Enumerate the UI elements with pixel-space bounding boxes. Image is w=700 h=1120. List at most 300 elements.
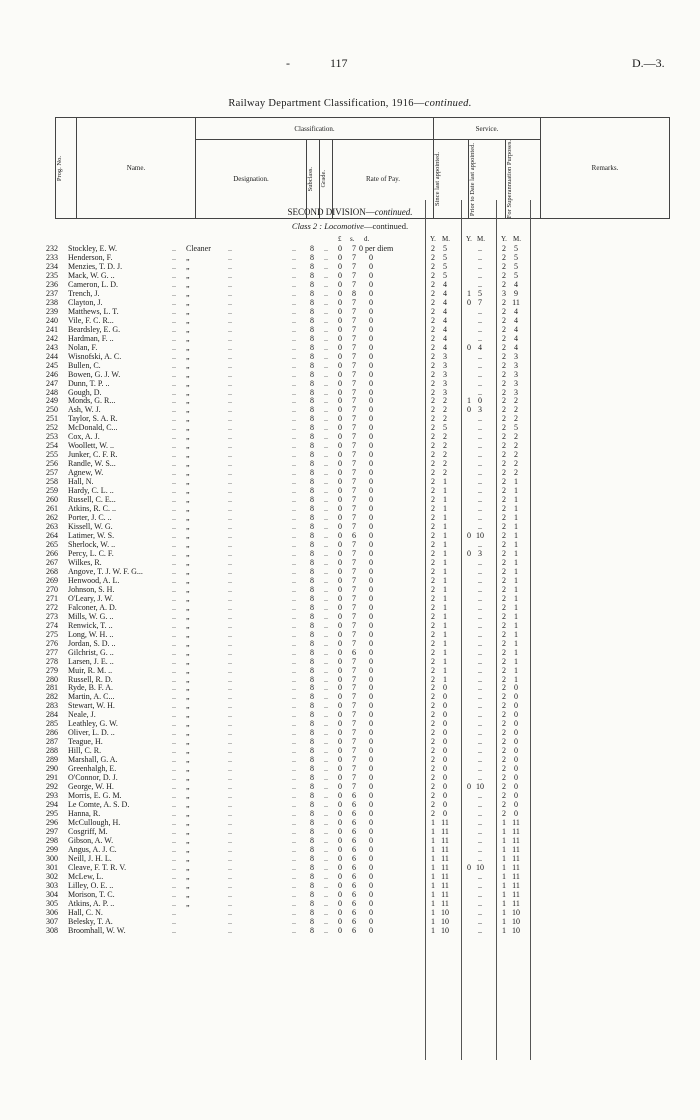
leader-dots: .. xyxy=(228,548,232,558)
leader-dots: .. xyxy=(292,468,296,478)
pay-shillings: 7 xyxy=(352,270,356,280)
table-row xyxy=(0,872,700,881)
subclass: 8 xyxy=(310,522,314,532)
super-months: 1 xyxy=(514,674,518,684)
pay-pounds: 0 xyxy=(338,746,342,756)
super-years: 1 xyxy=(502,898,506,908)
unit-months-3: M. xyxy=(513,235,521,243)
table-row xyxy=(0,558,700,567)
pay-shillings: 6 xyxy=(352,809,356,819)
since-months: 1 xyxy=(443,486,447,496)
employee-name: Oliver, L. D. .. xyxy=(68,728,115,738)
since-years: 2 xyxy=(431,683,435,693)
leader-dots: .. xyxy=(172,306,176,316)
super-years: 2 xyxy=(502,351,506,361)
pay-pounds: 0 xyxy=(338,244,342,253)
pay-shillings: 7 xyxy=(352,387,356,397)
designation: „ xyxy=(186,755,190,765)
leader-dots: .. xyxy=(228,764,232,774)
leader-dots: .. xyxy=(228,629,232,639)
pay-shillings: 7 xyxy=(352,701,356,711)
designation: „ xyxy=(186,835,190,845)
leader-dots: .. xyxy=(292,809,296,819)
subclass: 8 xyxy=(310,791,314,801)
subclass: 8 xyxy=(310,844,314,854)
pay-pounds: 0 xyxy=(338,423,342,433)
super-months: 1 xyxy=(514,620,518,630)
leader-dots: .. xyxy=(228,557,232,567)
super-months: 1 xyxy=(514,611,518,621)
leader-dots: .. xyxy=(292,459,296,469)
super-months: 1 xyxy=(514,513,518,523)
row-number: 291 xyxy=(46,773,58,783)
leader-dots: .. xyxy=(172,288,176,298)
since-years: 2 xyxy=(431,450,435,460)
leader-dots: .. xyxy=(324,396,328,406)
designation: „ xyxy=(186,486,190,496)
pay-shillings: 7 xyxy=(352,719,356,729)
super-months: 1 xyxy=(514,495,518,505)
subclass: 8 xyxy=(310,737,314,747)
employee-name: Broomhall, W. W. xyxy=(68,925,126,935)
table-row xyxy=(0,540,700,549)
designation: „ xyxy=(186,522,190,532)
super-years: 1 xyxy=(502,880,506,890)
pay-pounds: 0 xyxy=(338,719,342,729)
pay-pounds: 0 xyxy=(338,566,342,576)
table-row xyxy=(0,818,700,827)
leader-dots: .. xyxy=(228,746,232,756)
employee-name: Neale, J. xyxy=(68,710,96,720)
pay-shillings: 7 xyxy=(352,351,356,361)
since-years: 2 xyxy=(431,773,435,783)
employee-name: Clayton, J. xyxy=(68,297,103,307)
employee-name: Monds, G. R... xyxy=(68,396,116,406)
prior-months: .. xyxy=(478,871,482,881)
pay-shillings: 7 xyxy=(352,539,356,549)
column-header-table xyxy=(55,117,670,219)
leader-dots: .. xyxy=(228,602,232,612)
table-row xyxy=(0,908,700,917)
prior-months: .. xyxy=(478,378,482,388)
pay-pence: 0 xyxy=(369,737,373,747)
pay-pounds: 0 xyxy=(338,683,342,693)
since-years: 2 xyxy=(431,495,435,505)
leader-dots: .. xyxy=(292,279,296,289)
unit-months-1: M. xyxy=(442,235,450,243)
pay-shillings: 7 xyxy=(352,638,356,648)
prior-months: 5 xyxy=(478,288,482,298)
designation: „ xyxy=(186,746,190,756)
subclass: 8 xyxy=(310,387,314,397)
pay-pounds: 0 xyxy=(338,369,342,379)
super-months: 1 xyxy=(514,665,518,675)
prior-months: .. xyxy=(478,441,482,451)
pay-pounds: 0 xyxy=(338,522,342,532)
table-row xyxy=(0,576,700,585)
since-months: 1 xyxy=(443,495,447,505)
leader-dots: .. xyxy=(292,270,296,280)
since-years: 2 xyxy=(431,252,435,262)
since-months: 3 xyxy=(443,369,447,379)
pay-pence: 0 xyxy=(369,764,373,774)
prior-years: 0 xyxy=(467,531,471,540)
staff-list xyxy=(0,244,700,935)
since-years: 2 xyxy=(431,764,435,774)
pay-pounds: 0 xyxy=(338,916,342,926)
section-heading: SECOND DIVISION—continued. xyxy=(287,207,413,217)
pay-pence: 0 xyxy=(369,746,373,756)
prior-months: .. xyxy=(478,486,482,496)
super-years: 2 xyxy=(502,261,506,271)
designation: „ xyxy=(186,459,190,469)
super-months: 0 xyxy=(514,692,518,702)
since-years: 2 xyxy=(431,486,435,496)
leader-dots: .. xyxy=(324,360,328,370)
leader-dots: .. xyxy=(228,862,232,872)
leader-dots: .. xyxy=(172,575,176,585)
pay-shillings: 7 xyxy=(352,279,356,289)
leader-dots: .. xyxy=(324,459,328,469)
super-years: 2 xyxy=(502,414,506,424)
pay-pence: 0 xyxy=(369,387,373,397)
leader-dots: .. xyxy=(172,539,176,549)
employee-name: Hill, C. R. xyxy=(68,746,102,756)
pay-pounds: 0 xyxy=(338,656,342,666)
leader-dots: .. xyxy=(324,593,328,603)
employee-name: Jordan, S. D. .. xyxy=(68,638,116,648)
subclass: 8 xyxy=(310,826,314,836)
leader-dots: .. xyxy=(292,324,296,334)
leader-dots: .. xyxy=(172,719,176,729)
since-years: 2 xyxy=(431,288,435,298)
pay-pence: 0 xyxy=(369,450,373,460)
super-years: 2 xyxy=(502,477,506,487)
leader-dots: .. xyxy=(172,279,176,289)
leader-dots: .. xyxy=(228,692,232,702)
prior-months: .. xyxy=(478,450,482,460)
row-number: 288 xyxy=(46,746,58,756)
pay-pounds: 0 xyxy=(338,306,342,316)
pay-pence: 0 xyxy=(369,907,373,917)
leader-dots: .. xyxy=(172,584,176,594)
leader-dots: .. xyxy=(228,593,232,603)
subclass: 8 xyxy=(310,925,314,935)
table-row xyxy=(0,253,700,262)
pay-shillings: 7 xyxy=(352,315,356,325)
employee-name: Matthews, L. T. xyxy=(68,306,119,316)
leader-dots: .. xyxy=(292,737,296,747)
leader-dots: .. xyxy=(324,342,328,352)
row-number: 275 xyxy=(46,629,58,639)
since-months: 11 xyxy=(441,826,449,836)
row-number: 239 xyxy=(46,306,58,316)
leader-dots: .. xyxy=(172,602,176,612)
employee-name: Renwick, T. .. xyxy=(68,620,113,630)
super-years: 2 xyxy=(502,773,506,783)
employee-name: Hall, N. xyxy=(68,477,94,487)
leader-dots: .. xyxy=(172,674,176,684)
leader-dots: .. xyxy=(228,880,232,890)
designation: „ xyxy=(186,450,190,460)
leader-dots: .. xyxy=(228,432,232,442)
table-row xyxy=(0,746,700,755)
designation: „ xyxy=(186,504,190,514)
row-number: 270 xyxy=(46,584,58,594)
employee-name: Cox, A. J. xyxy=(68,432,100,442)
super-years: 2 xyxy=(502,647,506,657)
designation: „ xyxy=(186,270,190,280)
since-years: 2 xyxy=(431,315,435,325)
row-number: 254 xyxy=(46,441,58,451)
since-years: 2 xyxy=(431,342,435,352)
pay-pence: 0 xyxy=(369,539,373,549)
leader-dots: .. xyxy=(324,522,328,532)
leader-dots: .. xyxy=(172,791,176,801)
pay-shillings: 7 xyxy=(352,522,356,532)
table-row xyxy=(0,325,700,334)
since-last-header: Since last appointed. xyxy=(434,140,469,219)
subclass: 8 xyxy=(310,566,314,576)
super-years: 1 xyxy=(502,871,506,881)
designation: „ xyxy=(186,432,190,442)
employee-name: Teague, H. xyxy=(68,737,103,747)
leader-dots: .. xyxy=(324,584,328,594)
row-number: 235 xyxy=(46,270,58,280)
pay-pounds: 0 xyxy=(338,647,342,657)
super-years: 2 xyxy=(502,611,506,621)
super-months: 1 xyxy=(514,584,518,594)
pay-pounds: 0 xyxy=(338,620,342,630)
since-years: 2 xyxy=(431,575,435,585)
designation: „ xyxy=(186,575,190,585)
leader-dots: .. xyxy=(228,809,232,819)
designation: „ xyxy=(186,826,190,836)
prior-months: .. xyxy=(478,593,482,603)
super-years: 2 xyxy=(502,513,506,523)
employee-name: Greenhalgh, E. xyxy=(68,764,117,774)
subsection-heading: Class 2 : Locomotive—continued. xyxy=(291,221,409,231)
leader-dots: .. xyxy=(172,566,176,576)
subclass: 8 xyxy=(310,477,314,487)
leader-dots: .. xyxy=(324,450,328,460)
row-number: 256 xyxy=(46,459,58,469)
pay-pounds: 0 xyxy=(338,737,342,747)
super-years: 2 xyxy=(502,701,506,711)
since-months: 10 xyxy=(441,916,449,926)
since-months: 11 xyxy=(441,889,449,899)
designation: „ xyxy=(186,593,190,603)
leader-dots: .. xyxy=(324,611,328,621)
pay-shillings: 7 xyxy=(352,773,356,783)
row-number: 253 xyxy=(46,432,58,442)
super-years: 2 xyxy=(502,315,506,325)
pay-pounds: 0 xyxy=(338,638,342,648)
pay-pounds: 0 xyxy=(338,414,342,424)
pay-pounds: 0 xyxy=(338,593,342,603)
employee-name: Stewart, W. H. xyxy=(68,701,115,711)
since-months: 1 xyxy=(443,674,447,684)
title-continued: continued. xyxy=(424,98,472,109)
pay-pounds: 0 xyxy=(338,710,342,720)
pay-shillings: 7 xyxy=(352,764,356,774)
employee-name: Le Comte, A. S. D. xyxy=(68,800,130,810)
subclass: 8 xyxy=(310,504,314,514)
leader-dots: .. xyxy=(172,477,176,487)
superannuation-header: For Superannuation Purposes. xyxy=(506,140,541,219)
super-years: 2 xyxy=(502,782,506,792)
since-years: 2 xyxy=(431,791,435,801)
subclass: 8 xyxy=(310,701,314,711)
subclass: 8 xyxy=(310,369,314,379)
pay-shillings: 7 xyxy=(352,486,356,496)
table-row xyxy=(0,764,700,773)
super-years: 2 xyxy=(502,656,506,666)
prior-months: .. xyxy=(478,504,482,514)
table-row xyxy=(0,683,700,692)
pay-pounds: 0 xyxy=(338,898,342,908)
subclass: 8 xyxy=(310,656,314,666)
leader-dots: .. xyxy=(228,306,232,316)
pay-pounds: 0 xyxy=(338,835,342,845)
since-months: 2 xyxy=(443,405,447,415)
subclass: 8 xyxy=(310,746,314,756)
row-number: 247 xyxy=(46,378,58,388)
super-months: 3 xyxy=(514,351,518,361)
employee-name: Trench, J. xyxy=(68,288,100,298)
employee-name: Nolan, F. xyxy=(68,342,98,352)
prior-to-header: Prior to Date last appointed. xyxy=(469,140,506,219)
subclass: 8 xyxy=(310,575,314,585)
leader-dots: .. xyxy=(172,683,176,693)
prior-months: .. xyxy=(478,683,482,693)
since-years: 2 xyxy=(431,441,435,451)
employee-name: Randle, W. S... xyxy=(68,459,116,469)
employee-name: Falconer, A. D. xyxy=(68,602,117,612)
super-months: 2 xyxy=(514,468,518,478)
pay-pounds: 0 xyxy=(338,351,342,361)
pay-pence: 0 xyxy=(369,414,373,424)
prior-months: 7 xyxy=(478,297,482,307)
pay-pence: 0 xyxy=(369,791,373,801)
prior-months: .. xyxy=(478,791,482,801)
prior-months: .. xyxy=(478,719,482,729)
since-years: 2 xyxy=(431,755,435,765)
super-months: 0 xyxy=(514,773,518,783)
row-number: 272 xyxy=(46,602,58,612)
leader-dots: .. xyxy=(324,539,328,549)
leader-dots: .. xyxy=(228,297,232,307)
super-years: 2 xyxy=(502,423,506,433)
employee-name: Vile, F. C. R... xyxy=(68,315,114,325)
leader-dots: .. xyxy=(324,333,328,343)
leader-dots: .. xyxy=(228,737,232,747)
designation: „ xyxy=(186,441,190,451)
leader-dots: .. xyxy=(324,441,328,451)
subclass: 8 xyxy=(310,818,314,827)
super-months: 11 xyxy=(512,889,520,899)
super-months: 4 xyxy=(514,315,518,325)
pay-pounds: 0 xyxy=(338,387,342,397)
row-number: 301 xyxy=(46,862,58,872)
super-months: 3 xyxy=(514,360,518,370)
super-months: 0 xyxy=(514,755,518,765)
pay-shillings: 7 xyxy=(352,441,356,451)
designation: „ xyxy=(186,378,190,388)
since-years: 2 xyxy=(431,746,435,756)
employee-name: Marshall, G. A. xyxy=(68,755,118,765)
table-row xyxy=(0,701,700,710)
subclass: 8 xyxy=(310,557,314,567)
since-years: 1 xyxy=(431,818,435,827)
designation: „ xyxy=(186,584,190,594)
pay-shillings: 7 xyxy=(352,728,356,738)
since-years: 2 xyxy=(431,728,435,738)
employee-name: Johnson, S. H. xyxy=(68,584,115,594)
employee-name: Belesky, T. A. xyxy=(68,916,113,926)
name-header: Name. xyxy=(77,118,196,219)
since-months: 11 xyxy=(441,844,449,854)
employee-name: Cosgriff, M. xyxy=(68,826,108,836)
subclass: 8 xyxy=(310,432,314,442)
table-row xyxy=(0,441,700,450)
super-years: 2 xyxy=(502,531,506,540)
leader-dots: .. xyxy=(228,315,232,325)
prior-months: .. xyxy=(478,244,482,253)
pay-pence: 0 xyxy=(369,602,373,612)
subclass: 8 xyxy=(310,252,314,262)
leader-dots: .. xyxy=(324,432,328,442)
prior-months: .. xyxy=(478,495,482,505)
subclass: 8 xyxy=(310,638,314,648)
leader-dots: .. xyxy=(172,844,176,854)
table-row xyxy=(0,594,700,603)
leader-dots: .. xyxy=(324,486,328,496)
pay-shillings: 7 xyxy=(352,737,356,747)
since-months: 11 xyxy=(441,862,449,872)
super-months: 3 xyxy=(514,369,518,379)
leader-dots: .. xyxy=(324,279,328,289)
subclass: 8 xyxy=(310,244,314,253)
since-years: 2 xyxy=(431,432,435,442)
table-row xyxy=(0,657,700,666)
leader-dots: .. xyxy=(292,907,296,917)
leader-dots: .. xyxy=(292,477,296,487)
row-number: 248 xyxy=(46,387,58,397)
row-number: 264 xyxy=(46,531,58,540)
row-number: 286 xyxy=(46,728,58,738)
table-row xyxy=(0,414,700,423)
super-years: 2 xyxy=(502,495,506,505)
since-years: 1 xyxy=(431,862,435,872)
leader-dots: .. xyxy=(228,638,232,648)
leader-dots: .. xyxy=(292,414,296,424)
leader-dots: .. xyxy=(172,907,176,917)
super-years: 2 xyxy=(502,306,506,316)
leader-dots: .. xyxy=(324,351,328,361)
pay-pounds: 0 xyxy=(338,853,342,863)
prior-years: 0 xyxy=(467,548,471,558)
leader-dots: .. xyxy=(228,566,232,576)
pay-pounds: 0 xyxy=(338,575,342,585)
leader-dots: .. xyxy=(324,557,328,567)
prior-months: .. xyxy=(478,665,482,675)
since-months: 1 xyxy=(443,656,447,666)
leader-dots: .. xyxy=(324,826,328,836)
since-months: 0 xyxy=(443,701,447,711)
table-row xyxy=(0,845,700,854)
prior-months: .. xyxy=(478,459,482,469)
